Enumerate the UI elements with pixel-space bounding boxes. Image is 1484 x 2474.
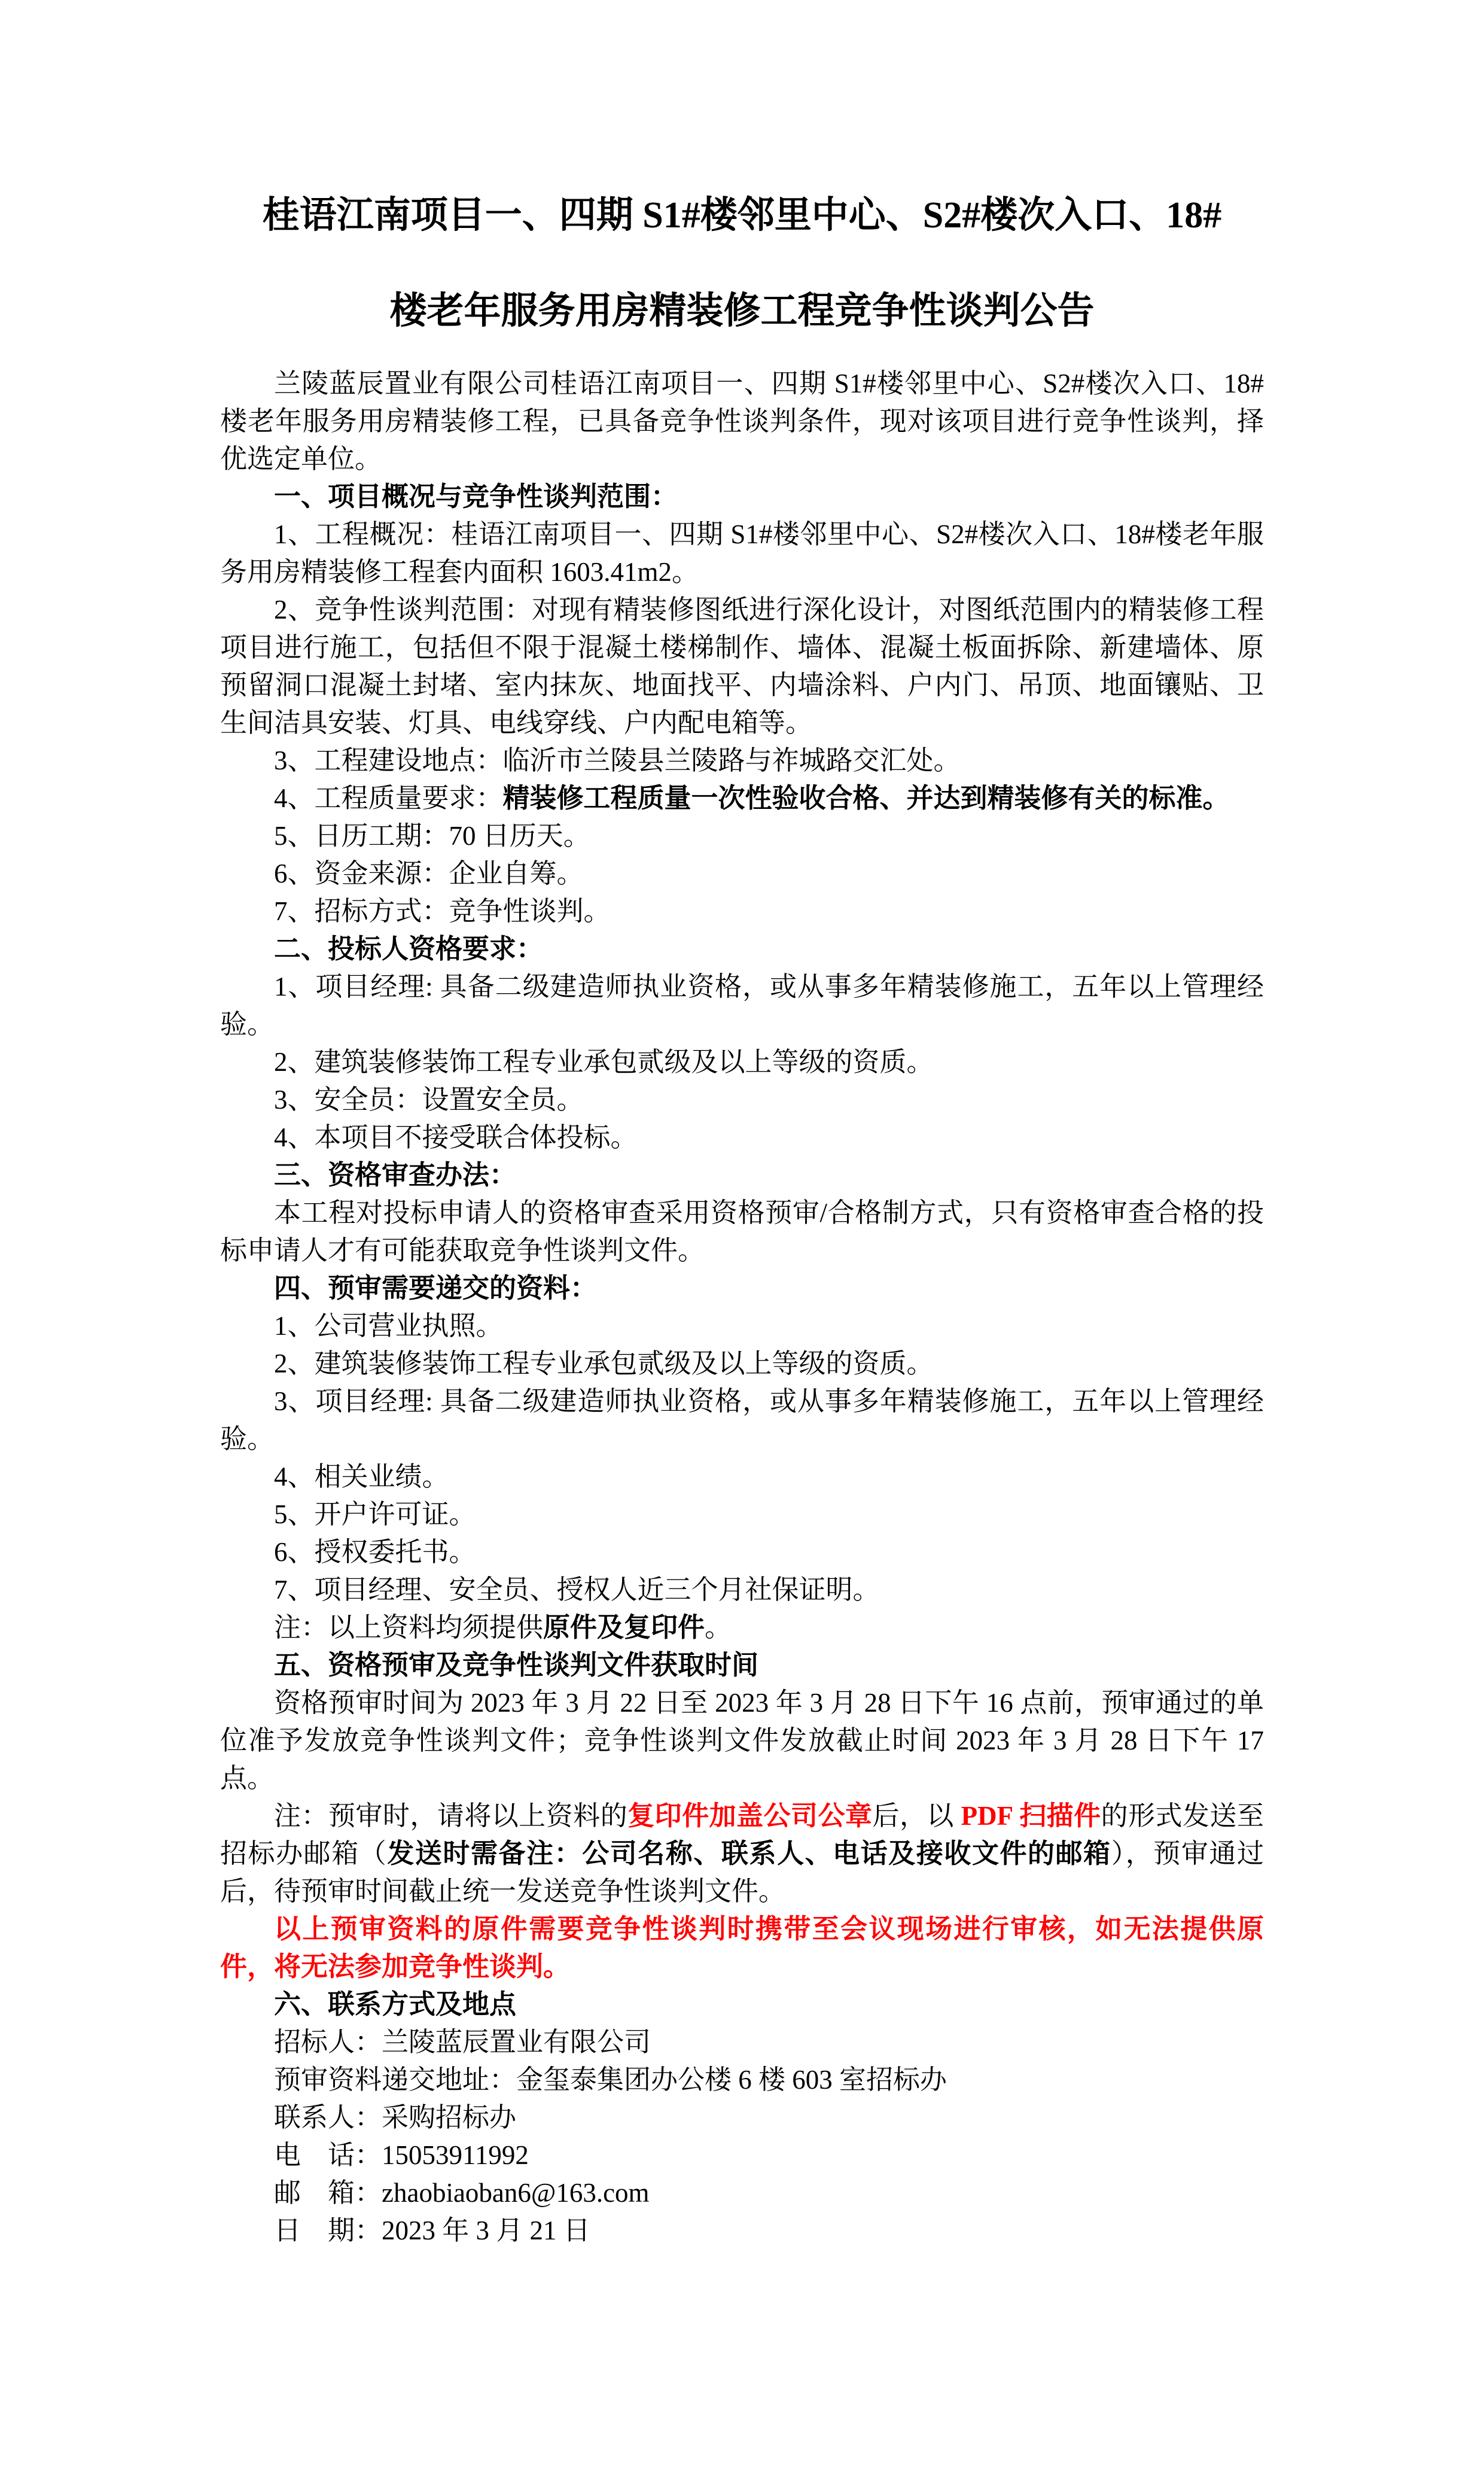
text-segment: 以上预审资料的原件需要竞争性谈判时携带至会议现场进行审核，如无法提供原件，将无法参加竞争性谈判。 (220, 1914, 1264, 1982)
paragraph (220, 2174, 1264, 2212)
paragraph (220, 742, 1264, 780)
paragraph (220, 1307, 1264, 1345)
paragraph (220, 516, 1264, 591)
text-segment: 电 话：15053911992 (274, 2140, 529, 2170)
paragraph (220, 1194, 1264, 1270)
text-segment: 6、资金来源：企业自筹。 (274, 859, 584, 888)
text-segment: 发送时需备注：公司名称、联系人、电话及接收文件的邮箱 (387, 1839, 1111, 1869)
text-segment: 日 期：2023 年 3 月 21 日 (274, 2216, 590, 2245)
text-segment: 本工程对投标申请人的资格审查采用资格预审/合格制方式，只有资格审查合格的投标申请人才有可能获取竞争性谈判文件。 (220, 1198, 1264, 1265)
text-segment: 一、项目概况与竞争性谈判范围： (274, 482, 678, 512)
paragraph (220, 591, 1264, 742)
text-segment: 二、投标人资格要求： (274, 934, 544, 964)
text-segment: 资格预审时间为 2023 年 3 月 22 日至 2023 年 3 月 28 日下午 16 点前，预审通过的单位准予发放竞争性谈判文件；竞争性谈判文件发放截止时间 2023 年 3 月 28 日下午 17 点。 (220, 1688, 1264, 1793)
section-heading (220, 1986, 1264, 2023)
document-body (220, 365, 1264, 2250)
section-heading (220, 1647, 1264, 1684)
paragraph (220, 1684, 1264, 1797)
text-segment: 三、资格审查办法： (274, 1160, 517, 1190)
section-heading (220, 1270, 1264, 1307)
text-segment: 精装修工程质量一次性验收合格、并达到精装修有关的标准。 (502, 783, 1230, 813)
paragraph (220, 1345, 1264, 1383)
paragraph (220, 1533, 1264, 1571)
text-segment: 3、安全员：设置安全员。 (274, 1085, 584, 1115)
paragraph (220, 365, 1264, 478)
text-segment: 招标人：兰陵蓝辰置业有限公司 (274, 2027, 651, 2057)
text-segment: 复印件加盖公司公章 (627, 1801, 873, 1831)
text-segment: 1、工程概况：桂语江南项目一、四期 S1#楼邻里中心、S2#楼次入口、18#楼老年服务用房精装修工程套内面积 1603.41m2。 (220, 519, 1264, 587)
text-segment: 预审资料递交地址：金玺泰集团办公楼 6 楼 603 室招标办 (274, 2065, 947, 2095)
paragraph (220, 1043, 1264, 1081)
text-segment: 。 (705, 1612, 732, 1642)
text-segment: 五、资格预审及竞争性谈判文件获取时间 (274, 1650, 759, 1680)
text-segment: 原件及复印件 (543, 1612, 705, 1642)
paragraph (220, 1081, 1264, 1119)
section-heading (220, 478, 1264, 516)
text-segment: 联系人：采购招标办 (274, 2102, 517, 2132)
text-segment: 4、本项目不接受联合体投标。 (274, 1122, 638, 1152)
text-segment: 3、工程建设地点：临沂市兰陵县兰陵路与祚城路交汇处。 (274, 745, 961, 775)
text-segment: 7、项目经理、安全员、授权人近三个月社保证明。 (274, 1575, 880, 1605)
page-title-line2: 楼老年服务用房精装修工程竞争性谈判公告 (389, 291, 1095, 331)
text-segment: 6、授权委托书。 (274, 1537, 476, 1567)
paragraph (220, 1458, 1264, 1496)
paragraph (220, 2023, 1264, 2061)
page-title (220, 168, 1264, 359)
paragraph (220, 1910, 1264, 1986)
text-segment: 邮 箱：zhaobiaoban6@163.com (274, 2178, 650, 2208)
text-segment: 后，以 (872, 1801, 961, 1831)
document (220, 168, 1264, 2250)
text-segment: 2、建筑装修装饰工程专业承包贰级及以上等级的资质。 (274, 1047, 934, 1077)
text-segment: 5、日历工期：70 日历天。 (274, 821, 590, 851)
paragraph (220, 1797, 1264, 1910)
paragraph (220, 855, 1264, 893)
text-segment: 4、相关业绩。 (274, 1462, 449, 1492)
text-segment: PDF 扫描件 (961, 1801, 1101, 1831)
section-heading (220, 930, 1264, 968)
text-segment: 四、预审需要递交的资料： (274, 1273, 598, 1303)
paragraph (220, 2099, 1264, 2137)
text-segment: ），预审通过后，待预审时间截止统一发送竞争性谈判文件。 (220, 1839, 1264, 1906)
paragraph (220, 817, 1264, 855)
text-segment: 1、项目经理: 具备二级建造师执业资格，或从事多年精装修施工，五年以上管理经验。 (220, 972, 1264, 1039)
text-segment: 六、联系方式及地点 (274, 1989, 517, 2019)
paragraph (220, 1496, 1264, 1533)
text-segment: 的形式发送至招标办邮箱（ (220, 1801, 1264, 1869)
paragraph (220, 2061, 1264, 2099)
text-segment: 注：预审时，请将以上资料的 (274, 1801, 628, 1831)
text-segment: 兰陵蓝辰置业有限公司桂语江南项目一、四期 S1#楼邻里中心、S2#楼次入口、18#楼老年服务用房精装修工程，已具备竞争性谈判条件，现对该项目进行竞争性谈判，择优选定单位。 (220, 369, 1264, 474)
text-segment: 7、招标方式：竞争性谈判。 (274, 896, 611, 926)
text-segment: 3、项目经理: 具备二级建造师执业资格，或从事多年精装修施工，五年以上管理经验。 (220, 1386, 1264, 1454)
text-segment: 2、竞争性谈判范围：对现有精装修图纸进行深化设计，对图纸范围内的精装修工程项目进行施工，包括但不限于混凝土楼梯制作、墙体、混凝土板面拆除、新建墙体、原预留洞口混凝土封堵、室内抹灰、地面找平、内墙涂料、户内门、吊顶、地面镶贴、卫生间洁具安装、灯具、电线穿线、户内配电箱等。 (220, 595, 1264, 738)
paragraph (220, 2212, 1264, 2250)
text-segment: 2、建筑装修装饰工程专业承包贰级及以上等级的资质。 (274, 1349, 934, 1378)
paragraph (220, 1609, 1264, 1647)
text-segment: 注：以上资料均须提供 (274, 1612, 544, 1642)
paragraph (220, 1571, 1264, 1609)
paragraph (220, 1119, 1264, 1157)
text-segment: 1、公司营业执照。 (274, 1311, 503, 1341)
text-segment: 5、开户许可证。 (274, 1499, 476, 1529)
paragraph (220, 1383, 1264, 1458)
paragraph (220, 780, 1264, 817)
paragraph (220, 2137, 1264, 2174)
section-heading (220, 1157, 1264, 1194)
text-segment: 4、工程质量要求： (274, 783, 503, 813)
paragraph (220, 893, 1264, 930)
paragraph (220, 968, 1264, 1043)
page-title-line1: 桂语江南项目一、四期 S1#楼邻里中心、S2#楼次入口、18# (262, 195, 1222, 236)
